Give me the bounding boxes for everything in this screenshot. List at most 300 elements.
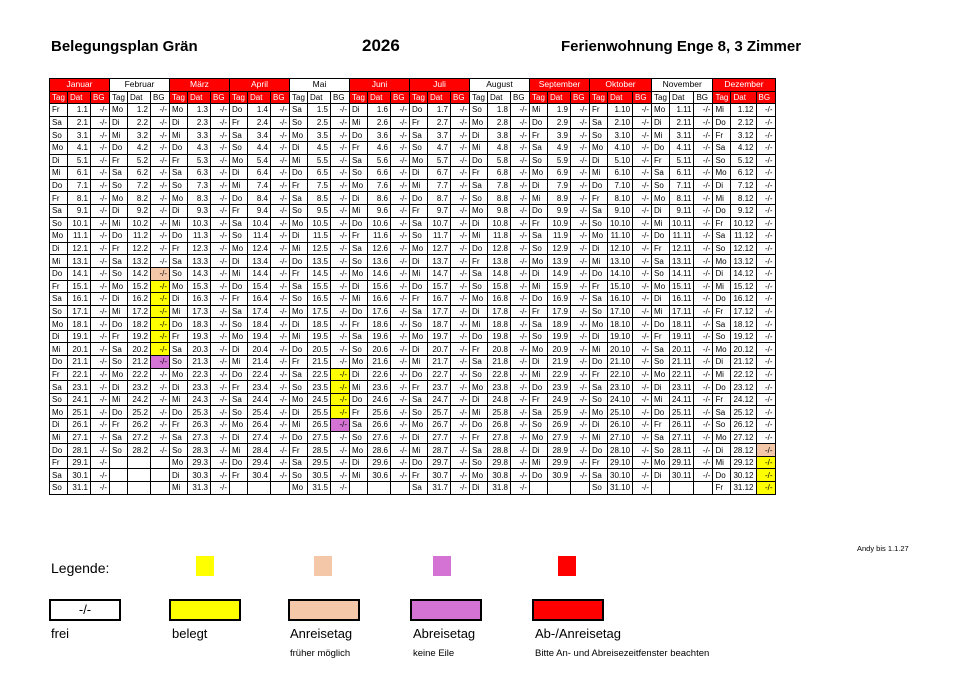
status-cell: -/- [151, 141, 170, 154]
status-cell: -/- [91, 431, 110, 444]
date-cell: 16.2 [128, 293, 151, 306]
day-cell: Di [290, 406, 308, 419]
day-cell: Sa [590, 116, 608, 129]
day-cell: Mi [50, 255, 68, 268]
status-cell: -/- [91, 204, 110, 217]
status-cell: -/- [91, 242, 110, 255]
day-cell: Di [290, 230, 308, 243]
date-cell: 23.9 [548, 381, 571, 394]
date-cell: 22.4 [248, 368, 271, 381]
date-cell: 4.11 [670, 141, 694, 154]
day-cell: Do [410, 456, 428, 469]
date-cell: 28.8 [488, 444, 511, 457]
date-cell: 11.10 [608, 230, 633, 243]
status-cell: -/- [331, 456, 350, 469]
empty-cell [271, 482, 290, 495]
date-cell: 21.6 [368, 356, 391, 369]
status-cell: -/- [211, 104, 230, 117]
day-cell: So [290, 469, 308, 482]
status-cell: -/- [451, 482, 470, 495]
status-cell: -/- [633, 419, 652, 432]
date-cell: 19.8 [488, 330, 511, 343]
status-cell: -/- [271, 217, 290, 230]
status-cell: -/- [91, 154, 110, 167]
day-cell: So [530, 419, 548, 432]
status-cell: -/- [91, 104, 110, 117]
day-cell: Mo [290, 217, 308, 230]
status-cell: -/- [331, 368, 350, 381]
legend-box-abreise [410, 599, 482, 621]
day-cell: Sa [290, 104, 308, 117]
table-row [50, 431, 776, 444]
day-cell: Do [590, 267, 608, 280]
date-cell: 22.8 [488, 368, 511, 381]
status-cell: -/- [511, 179, 530, 192]
status-cell: -/- [451, 167, 470, 180]
date-cell: 24.6 [368, 393, 391, 406]
status-cell: -/- [571, 141, 590, 154]
column-header: BG [211, 91, 230, 104]
day-cell: Fr [530, 393, 548, 406]
status-cell: -/- [756, 431, 775, 444]
status-cell: -/- [391, 431, 410, 444]
month-header: November [652, 79, 713, 92]
date-cell: 29.9 [548, 456, 571, 469]
date-cell: 7.6 [368, 179, 391, 192]
date-cell: 23.12 [731, 381, 756, 394]
date-cell: 27.6 [368, 431, 391, 444]
status-cell: -/- [151, 267, 170, 280]
status-cell: -/- [694, 305, 713, 318]
date-cell: 11.7 [428, 230, 451, 243]
day-cell: Mi [590, 343, 608, 356]
date-cell: 25.11 [670, 406, 694, 419]
date-cell: 13.3 [188, 255, 211, 268]
day-cell: Di [470, 305, 488, 318]
date-cell: 13.1 [68, 255, 91, 268]
status-cell: -/- [694, 129, 713, 142]
status-cell: -/- [451, 255, 470, 268]
status-cell: -/- [633, 456, 652, 469]
date-cell: 15.7 [428, 280, 451, 293]
day-cell: Sa [110, 167, 128, 180]
date-cell: 14.12 [731, 267, 756, 280]
day-cell: So [290, 204, 308, 217]
date-cell: 19.12 [731, 330, 756, 343]
date-cell: 17.4 [248, 305, 271, 318]
column-header: BG [694, 91, 713, 104]
date-cell: 2.5 [308, 116, 331, 129]
status-cell: -/- [211, 154, 230, 167]
day-cell: So [110, 444, 128, 457]
date-cell: 14.4 [248, 267, 271, 280]
date-cell: 26.11 [670, 419, 694, 432]
empty-cell [110, 482, 128, 495]
status-cell: -/- [511, 444, 530, 457]
date-cell: 9.8 [488, 204, 511, 217]
date-cell: 19.5 [308, 330, 331, 343]
date-cell: 10.12 [731, 217, 756, 230]
status-cell: -/- [271, 179, 290, 192]
day-cell: Fr [470, 343, 488, 356]
day-cell: Mi [230, 356, 248, 369]
column-header: Tag [50, 91, 68, 104]
date-cell: 29.11 [670, 456, 694, 469]
status-cell: -/- [271, 393, 290, 406]
table-row [50, 330, 776, 343]
date-cell: 7.5 [308, 179, 331, 192]
status-cell: -/- [151, 406, 170, 419]
status-cell: -/- [756, 280, 775, 293]
status-cell: -/- [571, 419, 590, 432]
day-cell: Mo [110, 104, 128, 117]
status-cell: -/- [451, 419, 470, 432]
day-cell: Fr [590, 280, 608, 293]
day-cell: Fr [110, 419, 128, 432]
day-cell: Mo [652, 280, 670, 293]
day-cell: Fr [713, 217, 731, 230]
empty-cell [350, 482, 368, 495]
date-cell: 13.7 [428, 255, 451, 268]
date-cell: 27.5 [308, 431, 331, 444]
day-cell: So [470, 368, 488, 381]
status-cell: -/- [694, 356, 713, 369]
date-cell: 11.5 [308, 230, 331, 243]
date-cell: 22.7 [428, 368, 451, 381]
day-cell: Mo [230, 419, 248, 432]
status-cell: -/- [451, 356, 470, 369]
month-header: August [470, 79, 530, 92]
table-row [50, 343, 776, 356]
status-cell: -/- [571, 431, 590, 444]
status-cell: -/- [151, 167, 170, 180]
date-cell: 17.6 [368, 305, 391, 318]
date-cell: 7.10 [608, 179, 633, 192]
status-cell: -/- [211, 381, 230, 394]
status-cell: -/- [331, 318, 350, 331]
status-cell: -/- [91, 444, 110, 457]
status-cell: -/- [331, 230, 350, 243]
date-cell: 16.12 [731, 293, 756, 306]
date-cell: 26.10 [608, 419, 633, 432]
date-cell: 26.4 [248, 419, 271, 432]
date-cell: 10.2 [128, 217, 151, 230]
date-cell: 13.6 [368, 255, 391, 268]
day-cell: Di [230, 343, 248, 356]
day-cell: Mo [50, 406, 68, 419]
status-cell: -/- [151, 154, 170, 167]
date-cell: 11.4 [248, 230, 271, 243]
status-cell: -/- [271, 469, 290, 482]
date-cell: 2.2 [128, 116, 151, 129]
status-cell: -/- [391, 406, 410, 419]
status-cell: -/- [633, 230, 652, 243]
date-cell: 2.12 [731, 116, 756, 129]
status-cell: -/- [571, 154, 590, 167]
date-cell: 19.1 [68, 330, 91, 343]
status-cell: -/- [756, 368, 775, 381]
table-row [50, 230, 776, 243]
status-cell: -/- [211, 230, 230, 243]
date-cell: 12.6 [368, 242, 391, 255]
day-cell: So [50, 217, 68, 230]
date-cell: 1.2 [128, 104, 151, 117]
status-cell: -/- [271, 368, 290, 381]
day-cell: Mi [290, 242, 308, 255]
status-cell: -/- [756, 154, 775, 167]
legend-box-belegt [169, 599, 241, 621]
day-cell: Di [652, 204, 670, 217]
day-cell: Sa [170, 431, 188, 444]
date-cell: 8.10 [608, 192, 633, 205]
status-cell: -/- [271, 129, 290, 142]
day-cell: Sa [713, 141, 731, 154]
status-cell: -/- [571, 393, 590, 406]
status-cell: -/- [271, 419, 290, 432]
date-cell: 12.9 [548, 242, 571, 255]
legend-label-abreisetag: Abreisetag [413, 626, 476, 641]
status-cell: -/- [694, 167, 713, 180]
day-cell: Fr [530, 305, 548, 318]
day-cell: So [590, 482, 608, 495]
date-cell: 14.7 [428, 267, 451, 280]
date-cell: 3.11 [670, 129, 694, 142]
status-cell: -/- [271, 267, 290, 280]
day-cell: Sa [470, 444, 488, 457]
column-header: Dat [548, 91, 571, 104]
status-cell: -/- [694, 230, 713, 243]
date-cell: 25.6 [368, 406, 391, 419]
status-cell: -/- [694, 318, 713, 331]
day-cell: Sa [410, 217, 428, 230]
status-cell: -/- [511, 431, 530, 444]
date-cell: 24.7 [428, 393, 451, 406]
status-cell: -/- [151, 393, 170, 406]
status-cell: -/- [391, 469, 410, 482]
status-cell: -/- [633, 305, 652, 318]
status-cell: -/- [391, 129, 410, 142]
plan-title: Belegungsplan Grän [51, 38, 198, 55]
date-cell: 7.12 [731, 179, 756, 192]
date-cell: 3.3 [188, 129, 211, 142]
date-cell: 6.4 [248, 167, 271, 180]
date-cell: 6.11 [670, 167, 694, 180]
day-cell: Mo [470, 204, 488, 217]
date-cell: 8.7 [428, 192, 451, 205]
date-cell: 2.6 [368, 116, 391, 129]
day-cell: Do [530, 381, 548, 394]
status-cell: -/- [694, 280, 713, 293]
status-cell: -/- [451, 242, 470, 255]
date-cell: 19.6 [368, 330, 391, 343]
date-cell: 29.3 [188, 456, 211, 469]
day-cell: Di [410, 167, 428, 180]
date-cell: 26.12 [731, 419, 756, 432]
table-row [50, 129, 776, 142]
status-cell: -/- [633, 482, 652, 495]
status-cell: -/- [151, 368, 170, 381]
day-cell: Mo [350, 179, 368, 192]
table-row [50, 204, 776, 217]
date-cell: 3.7 [428, 129, 451, 142]
date-cell: 15.11 [670, 280, 694, 293]
date-cell: 31.3 [188, 482, 211, 495]
status-cell: -/- [451, 330, 470, 343]
date-cell: 22.5 [308, 368, 331, 381]
day-cell: Mo [50, 318, 68, 331]
status-cell: -/- [91, 381, 110, 394]
status-cell: -/- [391, 343, 410, 356]
date-cell: 30.9 [548, 469, 571, 482]
date-cell: 28.6 [368, 444, 391, 457]
day-cell: Fr [410, 381, 428, 394]
column-header: BG [511, 91, 530, 104]
date-cell: 20.11 [670, 343, 694, 356]
column-header: Dat [68, 91, 91, 104]
day-cell: So [230, 318, 248, 331]
date-cell: 24.8 [488, 393, 511, 406]
status-cell: -/- [391, 305, 410, 318]
status-cell: -/- [571, 242, 590, 255]
day-cell: Di [50, 330, 68, 343]
status-cell: -/- [211, 368, 230, 381]
date-cell: 25.4 [248, 406, 271, 419]
day-cell: Mi [170, 482, 188, 495]
date-cell: 7.4 [248, 179, 271, 192]
day-cell: Di [713, 356, 731, 369]
day-cell: Mo [713, 343, 731, 356]
status-cell: -/- [756, 204, 775, 217]
status-cell: -/- [694, 456, 713, 469]
month-header: Mai [290, 79, 350, 92]
status-cell: -/- [451, 456, 470, 469]
status-cell: -/- [271, 204, 290, 217]
status-cell: -/- [511, 343, 530, 356]
status-cell: -/- [756, 305, 775, 318]
day-cell: Do [590, 356, 608, 369]
day-cell: Fr [590, 368, 608, 381]
day-cell: So [410, 318, 428, 331]
date-cell: 13.11 [670, 255, 694, 268]
status-cell: -/- [633, 469, 652, 482]
status-cell: -/- [756, 469, 775, 482]
status-cell: -/- [694, 204, 713, 217]
day-cell: Do [170, 230, 188, 243]
status-cell: -/- [211, 356, 230, 369]
date-cell: 19.9 [548, 330, 571, 343]
day-cell: Di [110, 204, 128, 217]
day-cell: Do [713, 293, 731, 306]
status-cell: -/- [331, 141, 350, 154]
status-cell: -/- [331, 469, 350, 482]
status-cell: -/- [151, 305, 170, 318]
date-cell: 28.5 [308, 444, 331, 457]
date-cell: 18.7 [428, 318, 451, 331]
date-cell: 24.12 [731, 393, 756, 406]
status-cell: -/- [391, 192, 410, 205]
legend-sub-anreisetag: früher möglich [290, 648, 351, 659]
day-cell: Fr [170, 154, 188, 167]
date-cell: 9.10 [608, 204, 633, 217]
table-row [50, 444, 776, 457]
date-cell: 6.10 [608, 167, 633, 180]
date-cell: 30.5 [308, 469, 331, 482]
date-cell: 27.12 [731, 431, 756, 444]
day-cell: Mi [170, 393, 188, 406]
column-header: Dat [308, 91, 331, 104]
status-cell: -/- [151, 217, 170, 230]
day-cell: Mi [350, 381, 368, 394]
date-cell: 25.12 [731, 406, 756, 419]
day-cell: So [652, 267, 670, 280]
column-header: Dat [731, 91, 756, 104]
day-cell: Mo [652, 104, 670, 117]
table-row [50, 179, 776, 192]
status-cell: -/- [91, 482, 110, 495]
status-cell: -/- [151, 255, 170, 268]
status-cell: -/- [511, 104, 530, 117]
status-cell: -/- [331, 356, 350, 369]
day-cell: Mi [350, 469, 368, 482]
day-cell: Sa [50, 381, 68, 394]
date-cell: 28.7 [428, 444, 451, 457]
day-cell: Fr [590, 456, 608, 469]
status-cell: -/- [211, 444, 230, 457]
day-cell: Fr [50, 280, 68, 293]
day-cell: Di [230, 255, 248, 268]
table-row [50, 318, 776, 331]
day-cell: Mi [410, 356, 428, 369]
status-cell: -/- [571, 343, 590, 356]
date-cell: 27.3 [188, 431, 211, 444]
day-cell: Mi [50, 343, 68, 356]
status-cell: -/- [756, 482, 775, 495]
day-cell: So [50, 393, 68, 406]
status-cell: -/- [91, 192, 110, 205]
day-cell: So [713, 242, 731, 255]
status-cell: -/- [571, 293, 590, 306]
date-cell: 18.5 [308, 318, 331, 331]
status-cell: -/- [571, 104, 590, 117]
status-cell: -/- [391, 293, 410, 306]
status-cell: -/- [756, 393, 775, 406]
date-cell: 29.10 [608, 456, 633, 469]
status-cell: -/- [694, 343, 713, 356]
column-header: Tag [350, 91, 368, 104]
date-cell: 3.4 [248, 129, 271, 142]
date-cell: 7.1 [68, 179, 91, 192]
status-cell: -/- [211, 204, 230, 217]
day-cell: Sa [652, 255, 670, 268]
status-cell: -/- [211, 293, 230, 306]
date-cell: 12.8 [488, 242, 511, 255]
day-cell: Sa [652, 167, 670, 180]
status-cell: -/- [694, 154, 713, 167]
status-cell: -/- [211, 116, 230, 129]
day-cell: Mo [713, 431, 731, 444]
day-cell: Fr [530, 217, 548, 230]
status-cell: -/- [451, 204, 470, 217]
status-cell: -/- [756, 343, 775, 356]
date-cell: 4.3 [188, 141, 211, 154]
date-cell: 9.3 [188, 204, 211, 217]
status-cell: -/- [91, 167, 110, 180]
status-cell: -/- [451, 406, 470, 419]
status-cell: -/- [511, 204, 530, 217]
day-cell: Mo [470, 293, 488, 306]
status-cell: -/- [511, 456, 530, 469]
day-cell: Mo [350, 444, 368, 457]
